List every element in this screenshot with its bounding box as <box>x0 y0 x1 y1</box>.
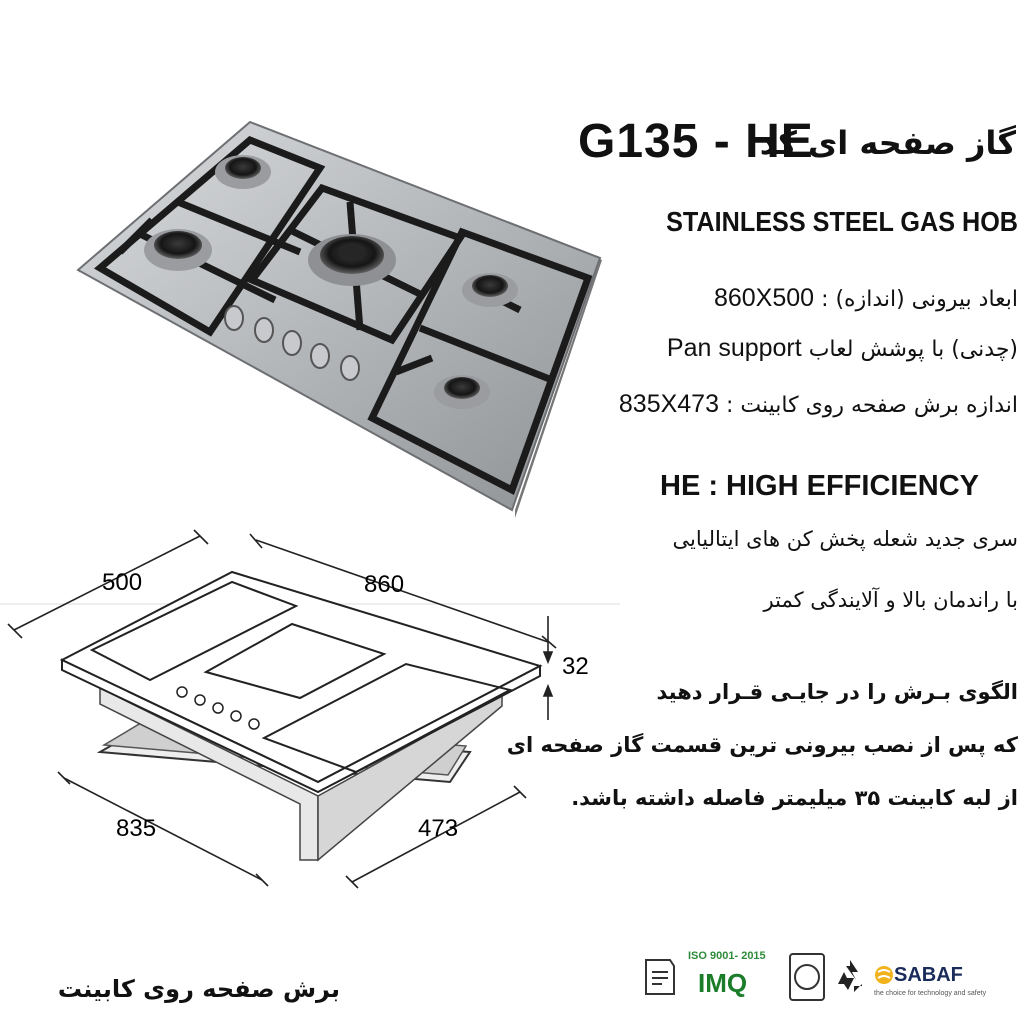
dim-height-label: 32 <box>562 653 589 680</box>
efficiency-line-1: سری جدید شعله پخش کن های ایتالیایی <box>672 527 1018 551</box>
spec-cutout-label: اندازه برش صفحه روی کابینت : <box>726 393 1018 418</box>
spec-cutout <box>600 390 1018 419</box>
install-note-line-2: که پس از نصب بیرونی ترین قسمت گاز صفحه ای <box>506 733 1018 757</box>
knob-4 <box>311 344 329 368</box>
ce-badge-icon <box>788 952 826 1002</box>
knob-1 <box>225 306 243 330</box>
efficiency-heading: HE : HIGH EFFICIENCY <box>660 470 980 502</box>
spec-outer-dim-value: 860X500 <box>713 284 815 312</box>
sabaf-brand: SABAF <box>894 964 963 986</box>
dim-cut-depth-label: 473 <box>418 815 459 842</box>
knob-3 <box>283 331 301 355</box>
knob-2 <box>255 318 273 342</box>
dimension-diagram <box>0 520 620 900</box>
burner-center-wok <box>308 234 396 286</box>
iso-label: ISO 9001- 2015 <box>688 950 766 962</box>
burner-right-front <box>434 375 490 409</box>
sabaf-logo <box>874 962 894 988</box>
manual-icon <box>642 956 678 998</box>
certification-logos <box>640 946 987 1010</box>
recycle-icon <box>832 956 868 996</box>
dim-width-label: 860 <box>364 571 405 598</box>
gas-hob-illustration <box>60 110 630 530</box>
hob-outline <box>62 572 540 792</box>
spec-pan-support <box>600 334 1018 363</box>
spec-outer-dimensions <box>600 284 1018 313</box>
knob-5 <box>341 356 359 380</box>
sabaf-tagline: the choice for technology and safety <box>874 990 987 997</box>
imq-cert-logo <box>688 950 780 1002</box>
dim-depth-label: 500 <box>102 569 143 596</box>
product-title-fa: گاز صفحه ای کد <box>759 124 1016 162</box>
spec-outer-dim-label: ابعاد بیرونی (اندازه) : <box>821 287 1018 312</box>
spec-cutout-value: 835X473 <box>618 390 719 418</box>
burner-left-front <box>144 229 212 271</box>
burner-right-back <box>462 273 518 307</box>
imq-label: IMQ <box>698 968 748 998</box>
efficiency-line-2: با راندمان بالا و آلایندگی کمتر <box>763 588 1018 612</box>
product-subtitle: STAINLESS STEEL GAS HOB <box>666 206 1018 237</box>
product-code: G135 - HE <box>578 115 814 168</box>
dim-cut-width-label: 835 <box>116 815 157 842</box>
spec-pan-support-fa: (چدنی) با پوشش لعاب <box>808 337 1018 362</box>
burner-left-back <box>215 155 271 189</box>
install-note-line-3: از لبه کابینت ۳۵ میلیمتر فاصله داشته باشد. <box>571 786 1018 810</box>
install-note-line-1: الگوی بـرش را در جایـی قـرار دهید <box>656 680 1018 704</box>
spec-pan-support-en: Pan support <box>666 334 802 362</box>
cutout-caption: برش صفحه روی کابینت <box>57 975 340 1003</box>
